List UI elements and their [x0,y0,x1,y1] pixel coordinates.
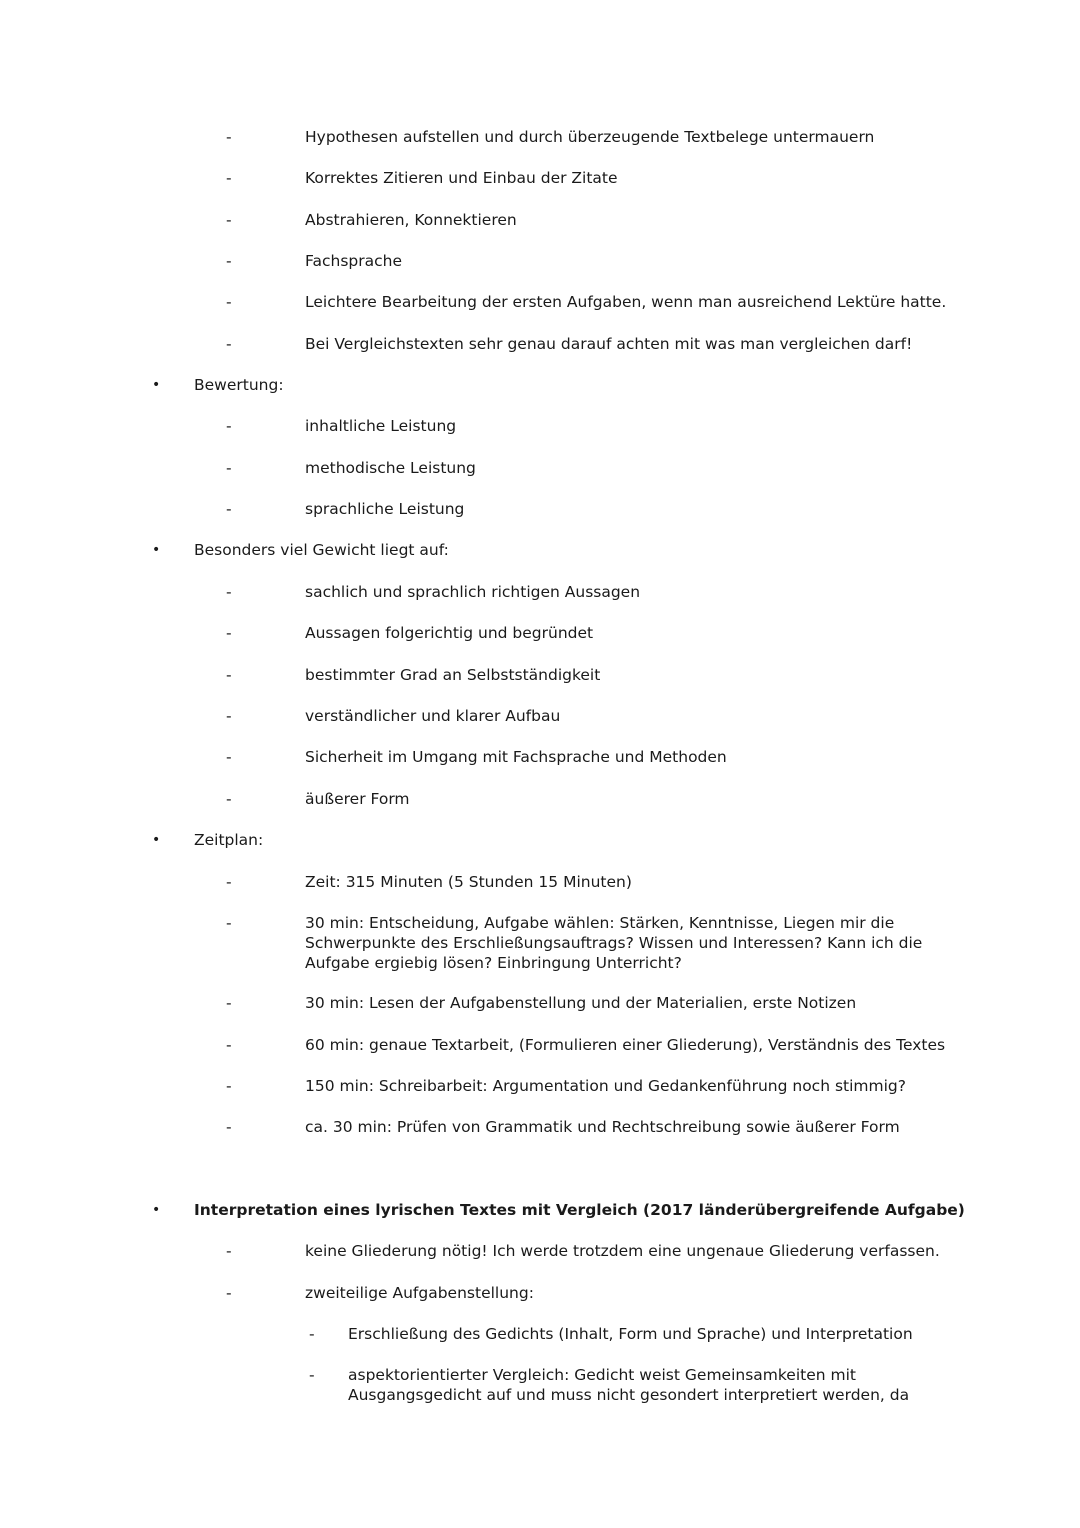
list-item-text: ca. 30 min: Prüfen von Grammatik und Rechtschreibung sowie äußerer Form [305,1118,900,1136]
dash-marker: - [226,994,232,1012]
dash-marker: - [226,666,232,684]
list-item-text: verständlicher und klarer Aufbau [305,707,561,725]
section-heading: Bewertung: [194,376,284,394]
list-item-text: Hypothesen aufstellen und durch überzeugende Textbelege untermauern [305,128,875,146]
section-heading: Interpretation eines lyrischen Textes mit Vergleich (2017 länderübergreifende Aufgabe) [194,1201,965,1219]
list-item-text: Korrektes Zitieren und Einbau der Zitate [305,169,618,187]
dash-marker: - [309,1325,315,1343]
dash-marker: - [226,873,232,891]
section-heading: Zeitplan: [194,831,264,849]
list-item-text: 60 min: genaue Textarbeit, (Formulieren einer Gliederung), Verständnis des Textes [305,1036,946,1054]
dash-marker: - [226,1284,232,1302]
list-item-text: Fachsprache [305,252,403,270]
list-item-text: Leichtere Bearbeitung der ersten Aufgaben, wenn man ausreichend Lektüre hatte. [305,293,947,311]
dash-marker: - [226,1118,232,1136]
list-item-text: zweiteilige Aufgabenstellung: [305,1284,534,1302]
dash-marker: - [226,128,232,146]
dash-marker: - [226,1077,232,1095]
dash-marker: - [226,500,232,518]
dash-marker: - [226,1036,232,1054]
list-item-text: inhaltliche Leistung [305,417,457,435]
list-item-text: Zeit: 315 Minuten (5 Stunden 15 Minuten) [305,873,632,891]
list-item-text: sachlich und sprachlich richtigen Aussagen [305,583,641,601]
sub-list-item-text: Erschließung des Gedichts (Inhalt, Form und Sprache) und Interpretation [348,1325,913,1343]
list-item-text: bestimmter Grad an Selbstständigkeit [305,666,601,684]
list-item-text: Abstrahieren, Konnektieren [305,211,517,229]
dash-marker: - [309,1366,315,1384]
dash-marker: - [226,211,232,229]
bullet-marker: • [152,542,161,558]
dash-marker: - [226,748,232,766]
list-item-text: Bei Vergleichstexten sehr genau darauf achten mit was man vergleichen darf! [305,335,913,353]
bullet-marker: • [152,832,161,848]
dash-marker: - [226,914,232,932]
list-item-text: sprachliche Leistung [305,500,465,518]
dash-marker: - [226,169,232,187]
dash-marker: - [226,293,232,311]
bullet-marker: • [152,377,161,393]
dash-marker: - [226,1242,232,1260]
dash-marker: - [226,624,232,642]
list-item-text: methodische Leistung [305,459,476,477]
dash-marker: - [226,459,232,477]
bullet-marker: • [152,1202,161,1218]
dash-marker: - [226,417,232,435]
dash-marker: - [226,790,232,808]
list-item-text: 30 min: Lesen der Aufgabenstellung und der Materialien, erste Notizen [305,994,857,1012]
dash-marker: - [226,707,232,725]
dash-marker: - [226,252,232,270]
list-item-text: Aussagen folgerichtig und begründet [305,624,594,642]
dash-marker: - [226,335,232,353]
list-item-text: 150 min: Schreibarbeit: Argumentation und Gedankenführung noch stimmig? [305,1077,906,1095]
list-item-text: keine Gliederung nötig! Ich werde trotzdem eine ungenaue Gliederung verfassen. [305,1242,940,1260]
dash-marker: - [226,583,232,601]
list-item-text: Sicherheit im Umgang mit Fachsprache und Methoden [305,748,727,766]
section-heading: Besonders viel Gewicht liegt auf: [194,541,449,559]
sub-list-item-text: aspektorientierter Vergleich: Gedicht weist Gemeinsamkeiten mit Ausgangsgedicht auf und muss nicht gesondert interpretiert werden, da [348,1366,910,1404]
list-item-text: 30 min: Entscheidung, Aufgabe wählen: Stärken, Kenntnisse, Liegen mir die Schwerpunkte des Erschließungsauftrags? Wissen und Interessen? Kann ich die Aufgabe ergiebig lösen? Einbringung Unterricht? [305,914,923,972]
list-item-text: äußerer Form [305,790,410,808]
